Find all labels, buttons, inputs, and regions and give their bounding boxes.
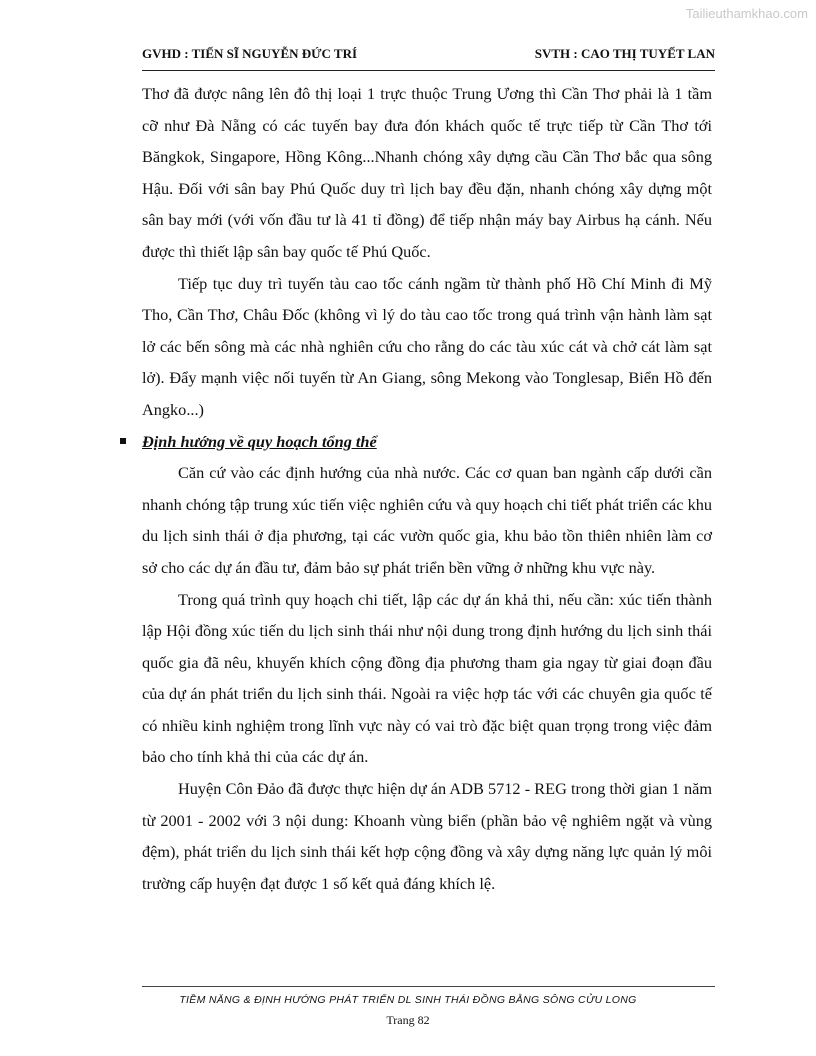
paragraph-2: Tiếp tục duy trì tuyến tàu cao tốc cánh ngầm từ thành phố Hồ Chí Minh đi Mỹ Tho, Cần Thơ, Châu Đốc (không vì lý do tàu cao tốc trong quá trình vận hành làm sạt lở các bến sông mà các nhà nghiên cứu cho rằng do các tàu xúc cát và chở cát làm sạt lở). Đẩy mạnh việc nối tuyến từ An Giang, sông Mekong vào Tonglesap, Biển Hồ đến Angko...)	[142, 273, 712, 419]
paragraph-3: Căn cứ vào các định hướng của nhà nước. Các cơ quan ban ngành cấp dưới cần nhanh chóng tập trung xúc tiến việc nghiên cứu và quy hoạch chi tiết phát triển các khu du lịch sinh thái ở địa phương, tại các vườn quốc gia, khu bảo tồn thiên nhiên làm cơ sở cho các dự án đầu tư, đảm bảo sự phát triển bền vững ở những khu vực này.	[142, 463, 712, 577]
watermark: Tailieuthamkhao.com	[685, 6, 808, 21]
header-instructor: GVHD : TIẾN SĨ NGUYỄN ĐỨC TRÍ	[142, 46, 358, 61]
paragraph-1: Thơ đã được nâng lên đô thị loại 1 trực thuộc Trung Ương thì Cần Thơ phải là 1 tầm cỡ như Đà Nẵng có các tuyến bay đưa đón khách quốc tế trực tiếp từ Cần Thơ tới Băngkok, Singapore, Hồng Kông...Nhanh chóng xây dựng cầu Cần Thơ bắc qua sông Hậu. Đối với sân bay Phú Quốc duy trì lịch bay đều đặn, nhanh chóng xây dựng một sân bay mới (với vốn đầu tư là 41 tỉ đồng) để tiếp nhận máy bay Airbus hạ cánh. Nếu được thì thiết lập sân bay quốc tế Phú Quốc.	[142, 84, 712, 261]
header-student: SVTH : CAO THỊ TUYẾT LAN	[534, 46, 715, 61]
footer-title: TIỀM NĂNG & ĐỊNH HƯỚNG PHÁT TRIỂN DL SINH THÁI ĐỒNG BẰNG SÔNG CỬU LONG	[179, 994, 637, 1006]
section-heading-row	[142, 426, 712, 458]
page-header	[142, 44, 715, 71]
square-bullet-icon	[120, 438, 126, 444]
document-body	[142, 78, 712, 899]
section-heading: Định hướng về quy hoạch tổng thể	[142, 431, 377, 451]
paragraph-5: Huyện Côn Đảo đã được thực hiện dự án ADB 5712 - REG trong thời gian 1 năm từ 2001 - 2002 với 3 nội dung: Khoanh vùng biển (phần bảo vệ nghiêm ngặt và vùng đệm), phát triển du lịch sinh thái kết hợp cộng đồng và xây dựng năng lực quản lý môi trường cấp huyện đạt được 1 số kết quả đáng khích lệ.	[142, 779, 712, 893]
footer-divider	[142, 986, 715, 987]
page-number: Trang 82	[386, 1013, 430, 1027]
paragraph-4: Trong quá trình quy hoạch chi tiết, lập các dự án khả thi, nếu cần: xúc tiến thành lập Hội đồng xúc tiến du lịch sinh thái như nội dung trong định hướng du lịch sinh thái quốc gia đã nêu, khuyến khích cộng đồng địa phương tham gia ngay từ giai đoạn đầu của dự án phát triển du lịch sinh thái. Ngoài ra việc hợp tác với các chuyên gia quốc tế có nhiều kinh nghiệm trong lĩnh vực này có vai trò đặc biệt quan trọng trong việc đảm bảo cho tính khả thi của các dự án.	[142, 589, 712, 767]
